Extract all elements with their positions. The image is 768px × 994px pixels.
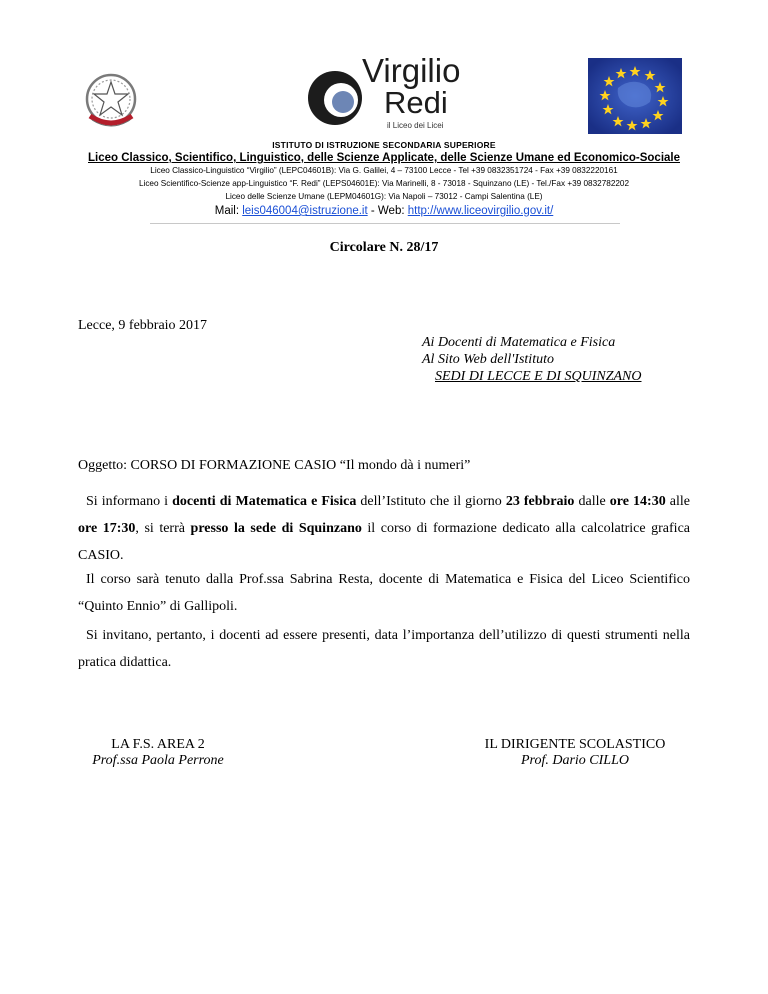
star-emblem-icon <box>80 70 142 132</box>
web-label: - Web: <box>367 205 408 217</box>
subject-line: Oggetto: CORSO DI FORMAZIONE CASIO “Il mondo dà i numeri” <box>78 458 471 473</box>
text-run: dell’Istituto che il giorno <box>356 494 506 509</box>
logo-brand-bottom: Redi <box>384 85 448 120</box>
text-run: il corso di formazione dedicato alla calcolatrice grafica CASIO. <box>78 521 690 563</box>
address-line-scienze-umane: Liceo delle Scienze Umane (LEPM04601G): Via Napoli – 73012 - Campi Salentina (LE) <box>225 192 543 201</box>
address-line-virgilio: Liceo Classico-Linguistico “Virgilio” (LEPC04601B): Via G. Galilei, 4 – 73100 Lecce - Tel +39 0832351724 - Fax +39 0832220161 <box>150 166 618 175</box>
signature-role: IL DIRIGENTE SCOLASTICO <box>484 737 666 752</box>
institute-type: ISTITUTO DI ISTRUZIONE SECONDARIA SUPERIORE <box>272 140 496 150</box>
bold-run: docenti di Matematica e Fisica <box>172 494 357 509</box>
signature-role: LA F.S. AREA 2 <box>111 737 205 752</box>
school-name: Liceo Classico, Scientifico, Linguistico, delle Scienze Applicate, delle Scienze Umane ed Economico-Sociale <box>88 152 680 164</box>
bold-run: ore 17:30 <box>78 521 136 536</box>
text-run: dalle <box>574 494 610 509</box>
recipient-sites: SEDI DI LECCE E DI SQUINZANO <box>435 369 642 384</box>
address-line-redi: Liceo Scientifico-Scienze app-Linguistico “F. Redi” (LEPS04601E): Via Marinelli, 8 - 73018 - Squinzano (LE) - Tel./Fax +39 0832782202 <box>138 179 630 188</box>
text-run: alle <box>665 494 690 509</box>
bold-run: presso la sede di Squinzano <box>190 521 362 536</box>
logo-brand-top: Virgilio <box>362 52 461 89</box>
eu-flag <box>588 58 682 134</box>
mail-label: Mail: <box>214 205 243 217</box>
signature-name: Prof.ssa Paola Perrone <box>92 753 224 768</box>
eu-flag-icon <box>588 58 682 134</box>
italian-republic-emblem <box>80 70 142 132</box>
text-run: , si terrà <box>135 521 191 536</box>
paragraph-text: Si invitano, pertanto, i docenti ad essere presenti, data l’importanza dell’utilizzo di questi strumenti nella pratica didattica. <box>78 628 690 670</box>
virgilio-redi-logo-icon <box>300 48 485 132</box>
logo-tagline: il Liceo dei Licei <box>387 121 444 130</box>
school-logo <box>300 48 485 132</box>
body-paragraph-1 <box>78 488 690 569</box>
bold-run: ore 14:30 <box>609 494 666 509</box>
recipient-teachers: Ai Docenti di Matematica e Fisica <box>422 335 616 350</box>
place-date: Lecce, 9 febbraio 2017 <box>78 318 208 333</box>
paragraph-text: Il corso sarà tenuto dalla Prof.ssa Sabrina Resta, docente di Matematica e Fisica del Liceo Scientifico “Quinto Ennio” di Gallipoli. <box>78 572 690 614</box>
contact-line <box>0 205 768 217</box>
bold-run: 23 febbraio <box>505 494 575 509</box>
signature-principal <box>470 737 680 769</box>
signature-name: Prof. Dario CILLO <box>520 753 629 768</box>
text-run: Si informano i <box>86 494 173 509</box>
mail-link[interactable]: leis046004@istruzione.it <box>242 205 368 217</box>
body-paragraph-3 <box>78 622 690 676</box>
header-divider <box>150 223 620 224</box>
signature-fs-area <box>68 737 248 769</box>
body-paragraph-2 <box>78 566 690 620</box>
circular-title: Circolare N. 28/17 <box>329 240 439 255</box>
recipient-website: Al Sito Web dell'Istituto <box>422 352 554 367</box>
web-link[interactable]: http://www.liceovirgilio.gov.it/ <box>407 205 554 217</box>
